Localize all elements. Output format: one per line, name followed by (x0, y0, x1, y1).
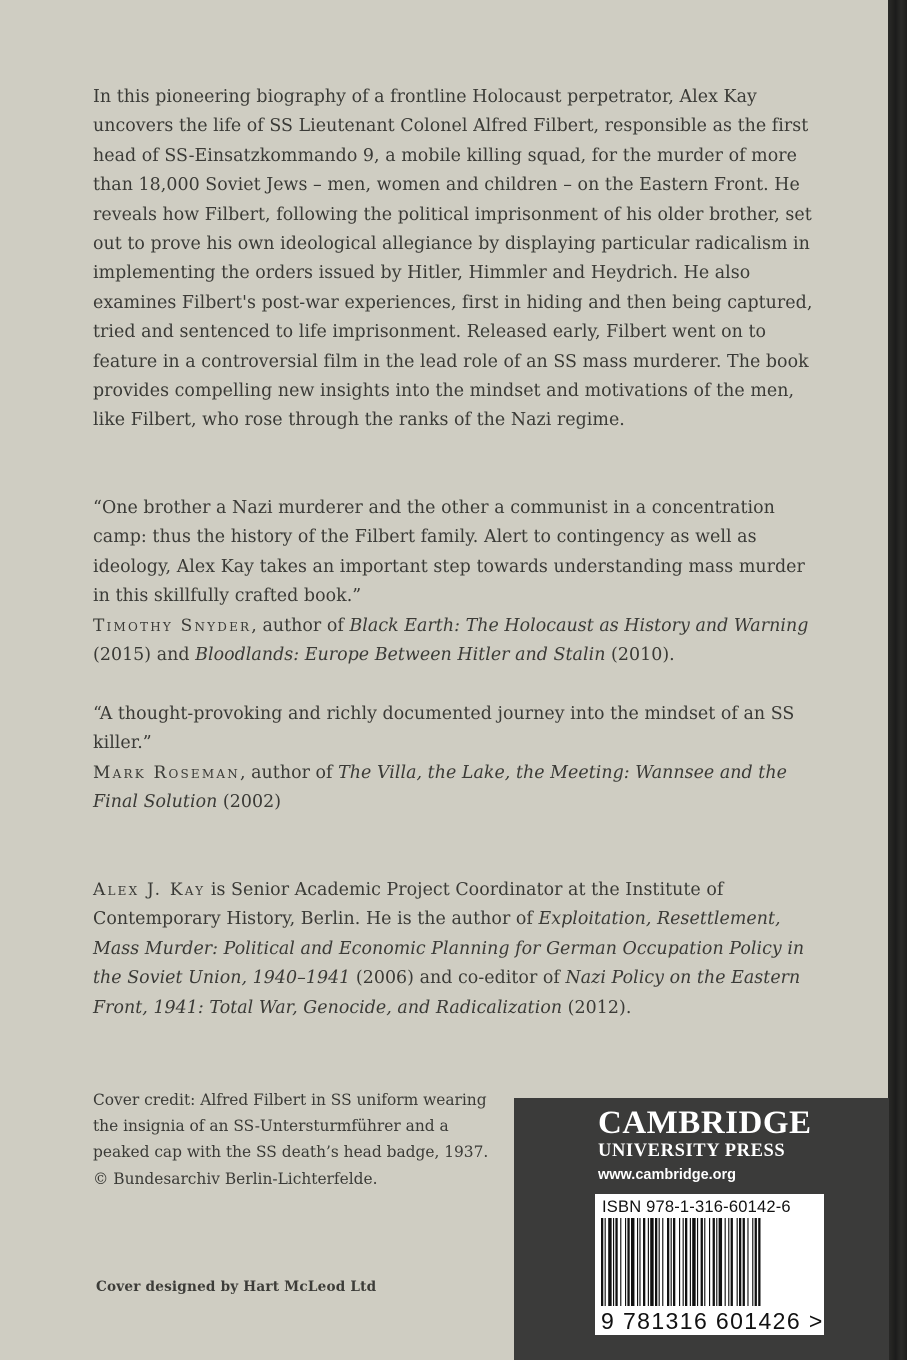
cover-designer-credit: Cover designed by Hart McLeod Ltd (96, 1279, 377, 1295)
endorser-name: Mark Roseman (93, 762, 240, 783)
publisher-logo-press: UNIVERSITY PRESS (598, 1141, 786, 1161)
publisher-url: www.cambridge.org (598, 1167, 737, 1183)
author-book-title: Nazi Policy on the Eastern Front, 1941: Total War, Genocide, and Radicalization (93, 968, 801, 1018)
endorsement-roseman: “A thought-provoking and richly documented journey into the mindset of an SS killer.” Mark Roseman, author of The Villa, the Lake, the Meeting: Wannsee and the Final Solution (2002) (93, 704, 795, 813)
endorsement-snyder: “One brother a Nazi murderer and the other a communist in a concentration camp: thus the history of the Filbert family. Alert to contingency as well as ideology, Alex Kay takes an important step towards understanding mass murder in this skillfully crafted book.” Timothy Snyder, author of Black Earth: The Holocaust as History and Warning (2015) and Bloodlands: Europe Between Hitler and Stalin (2010). (93, 498, 809, 666)
endorser-name: Timothy Snyder (93, 615, 252, 636)
book-spine-edge (888, 0, 907, 1360)
barcode-bars-icon (599, 1218, 820, 1312)
endorser-book-title: The Villa, the Lake, the Meeting: Wannsee and the Final Solution (93, 762, 787, 813)
isbn-barcode (595, 1194, 824, 1335)
author-name: Alex J. Kay (93, 880, 206, 900)
endorsement-quote: “One brother a Nazi murderer and the other a communist in a concentration camp: thus the history of the Filbert family. Alert to contingency as well as ideology, Alex Kay takes an important step towards understanding mass murder in this skillfully crafted book.” (93, 498, 805, 607)
endorser-book-title: Black Earth: The Holocaust as History and Warning (349, 615, 809, 636)
author-bio: Alex J. Kay is Senior Academic Project Coordinator at the Institute of Contemporary History, Berlin. He is the author of Exploitation, Resettlement, Mass Murder: Political and Economic Planning for German Occupation Policy in the Soviet Union, 1940–1941 (2006) and co-editor of Nazi Policy on the Eastern Front, 1941: Total War, Genocide, and Radicalization (2012). (93, 880, 805, 1018)
isbn-label: ISBN 978-1-316-60142-6 (602, 1198, 791, 1216)
cover-credit: Cover credit: Alfred Filbert in SS uniform wearing the insignia of an SS-Untersturmführer and a peaked cap with the SS death’s head badge, 1937. © Bundesarchiv Berlin-Lichterfelde. (93, 1091, 489, 1188)
barcode-digits: 9 781316 601426 > (601, 1308, 824, 1334)
author-book-title: Exploitation, Resettlement, Mass Murder: Political and Economic Planning for German Occupation Policy in the Soviet Union, 1940–1941 (93, 909, 805, 989)
endorser-book-title: Bloodlands: Europe Between Hitler and Stalin (195, 645, 606, 666)
book-description: In this pioneering biography of a frontline Holocaust perpetrator, Alex Kay uncovers the life of SS Lieutenant Colonel Alfred Filbert, responsible as the first head of SS-Einsatzkommando 9, a mobile killing squad, for the murder of more than 18,000 Soviet Jews – men, women and children – on the Eastern Front. He reveals how Filbert, following the political imprisonment of his older brother, set out to prove his own ideological allegiance by displaying particular radicalism in implementing the orders issued by Hitler, Himmler and Heydrich. He also examines Filbert's post-war experiences, first in hiding and then being captured, tried and sentenced to life imprisonment. Released early, Filbert went on to feature in a controversial film in the lead role of an SS mass murderer. The book provides compelling new insights into the mindset and motivations of the men, like Filbert, who rose through the ranks of the Nazi regime. (93, 87, 813, 431)
endorsement-quote: “A thought-provoking and richly documented journey into the mindset of an SS killer.” (93, 704, 795, 754)
publisher-logo-name: CAMBRIDGE (598, 1105, 812, 1141)
